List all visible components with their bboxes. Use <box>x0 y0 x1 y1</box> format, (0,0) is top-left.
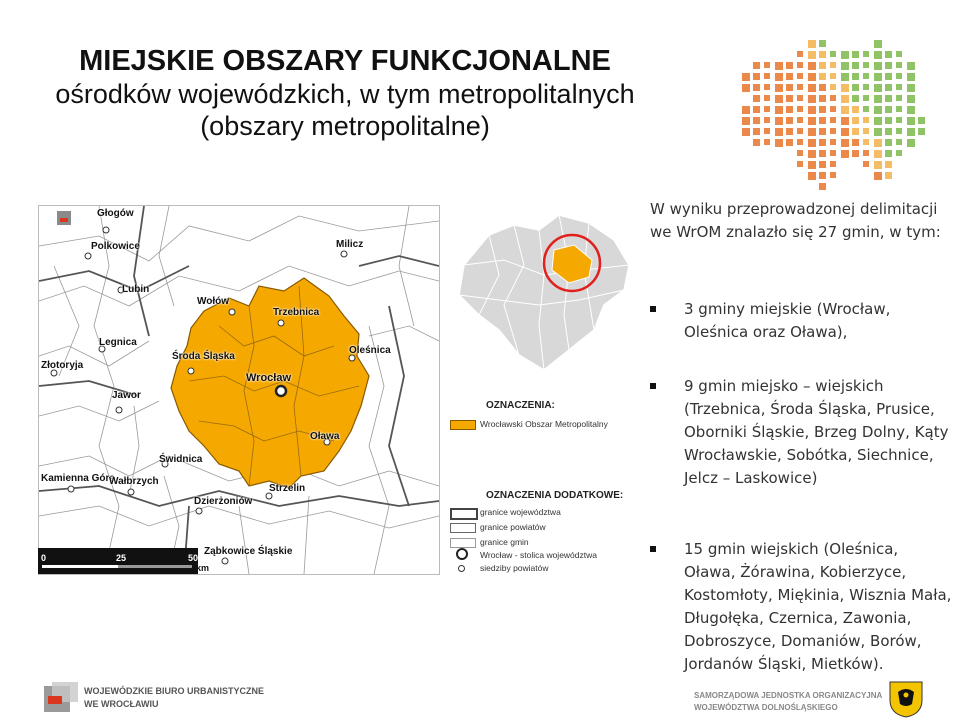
logo-dot <box>786 128 793 135</box>
legend-item: siedziby powiatów <box>480 563 549 573</box>
logo-dot <box>753 106 760 113</box>
logo-dot <box>808 51 816 59</box>
logo-dot <box>764 95 770 101</box>
footer-organization <box>694 690 882 714</box>
logo-dot <box>753 84 760 91</box>
legend-capital-swatch <box>456 548 468 560</box>
logo-dot <box>863 95 869 101</box>
logo-dot <box>874 161 882 169</box>
logo-dot <box>852 139 859 146</box>
logo-dot <box>918 117 925 124</box>
place-label: Kamienna Góra <box>41 473 115 484</box>
place-label: Oława <box>310 431 340 442</box>
footer-institution-line1: WOJEWÓDZKIE BIURO URBANISTYCZNE <box>84 686 264 696</box>
place-label: Głogów <box>97 208 134 219</box>
logo-dot <box>808 62 816 70</box>
logo-dot <box>874 62 882 70</box>
logo-dot <box>764 106 770 112</box>
logo-dot <box>830 172 836 178</box>
logo-dot <box>797 73 803 79</box>
logo-dot <box>797 139 803 145</box>
logo-dot <box>775 106 783 114</box>
logo-dot <box>786 106 793 113</box>
logo-dot <box>863 62 869 68</box>
place-label: Strzelin <box>269 483 306 494</box>
logo-dot <box>786 95 793 102</box>
logo-dot <box>753 117 760 124</box>
logo-dot <box>863 51 869 57</box>
place-label: Wałbrzych <box>109 476 159 487</box>
logo-dot <box>885 117 892 124</box>
logo-dot <box>885 62 892 69</box>
logo-dot <box>863 139 869 145</box>
legend-extra-title: OZNACZENIA DODATKOWE: <box>486 490 624 501</box>
place-label: Dzierżoniów <box>194 496 253 507</box>
logo-dot <box>786 73 793 80</box>
logo-dot <box>863 128 869 134</box>
logo-dot <box>852 73 859 80</box>
logo-dot <box>808 128 816 136</box>
bullet-text: 9 gmin miejsko – wiejskich (Trzebnica, Środa Śląska, Prusice, Oborniki Śląskie, Brzeg Dolny, Kąty Wrocławskie, Sobótka, Siechnice, Jelcz – Laskowice) <box>684 377 949 487</box>
logo-dot <box>852 95 859 102</box>
logo-dot <box>808 73 816 81</box>
logo-dot <box>808 161 816 169</box>
place-label: Oleśnica <box>349 345 391 356</box>
logo-dot <box>896 51 902 57</box>
logo-dot <box>786 139 793 146</box>
logo-dot <box>907 73 915 81</box>
logo-dot <box>918 128 925 135</box>
place-label: Ząbkowice Śląskie <box>204 546 293 557</box>
logo-dot <box>885 106 892 113</box>
logo-dot <box>786 84 793 91</box>
bullet-text: 15 gmin wiejskich (Oleśnica, Oława, Żórawina, Kobierzyce, Kostomłoty, Miękinia, Wisznia Mała, Długołęka, Czernica, Zawonia, Dobroszyce, Domaniów, Borów, Jordanów Śląski, Mietków). <box>684 540 952 673</box>
map-legend <box>444 390 644 575</box>
logo-dot <box>797 128 803 134</box>
logo-dot <box>841 139 849 147</box>
logo-dot <box>808 95 816 103</box>
coat-of-arms-icon <box>888 680 924 718</box>
logo-dot <box>819 139 826 146</box>
legend-item: granice powiatów <box>480 522 546 532</box>
legend-voivodeship-swatch <box>450 508 478 520</box>
logo-dot <box>775 73 783 81</box>
logo-dot <box>819 128 826 135</box>
legend-metro-swatch <box>450 420 476 430</box>
logo-dot <box>819 95 826 102</box>
logo-dot <box>874 40 882 48</box>
logo-dot <box>819 62 826 69</box>
logo-dot <box>764 73 770 79</box>
legend-item: granice gmin <box>480 537 529 547</box>
page-subtitle-line1: ośrodków wojewódzkich, w tym metropolitalnych <box>55 79 635 109</box>
logo-dot <box>808 117 816 125</box>
place-label: Lubin <box>122 284 150 295</box>
logo-dot <box>753 128 760 135</box>
logo-dot <box>907 139 915 147</box>
place-label: Wołów <box>197 296 230 307</box>
region-logo-graphic <box>725 12 950 197</box>
logo-dot <box>885 73 892 80</box>
logo-dot <box>742 117 750 125</box>
logo-dot <box>819 117 826 124</box>
legend-county-seat-swatch <box>458 565 465 572</box>
logo-dot <box>819 40 826 47</box>
logo-dot <box>874 84 882 92</box>
logo-dot <box>863 106 869 112</box>
logo-dot <box>830 150 836 156</box>
logo-dot <box>841 84 849 92</box>
logo-dot <box>874 51 882 59</box>
logo-dot <box>885 84 892 91</box>
logo-dot <box>775 117 783 125</box>
page-subtitle-line2: (obszary metropolitalne) <box>200 111 490 141</box>
bullet-square-icon <box>650 306 656 312</box>
logo-dot <box>797 161 803 167</box>
page-title: MIEJSKIE OBSZARY FUNKCJONALNE <box>79 45 611 77</box>
scale-end: 50 <box>188 553 199 563</box>
logo-dot <box>764 117 770 123</box>
logo-dot <box>896 139 902 145</box>
logo-dot <box>830 128 836 134</box>
logo-dot <box>874 106 882 114</box>
place-label: Środa Śląska <box>172 351 235 362</box>
logo-dot <box>841 62 849 70</box>
logo-dot <box>819 106 826 113</box>
logo-dot <box>764 62 770 68</box>
bullet-square-icon <box>650 383 656 389</box>
logo-dot <box>786 117 793 124</box>
logo-dot <box>797 51 803 57</box>
logo-dot <box>907 62 915 70</box>
logo-dot <box>874 117 882 125</box>
bullet-square-icon <box>650 546 656 552</box>
logo-dot <box>797 150 803 156</box>
logo-dot <box>775 139 783 147</box>
scale-bar <box>38 548 210 574</box>
logo-dot <box>896 62 902 68</box>
logo-dot <box>907 117 915 125</box>
logo-dot <box>753 95 760 102</box>
logo-dot <box>896 95 902 101</box>
logo-dot <box>885 139 892 146</box>
legend-commune-swatch <box>450 538 476 548</box>
logo-dot <box>830 51 836 57</box>
scale-zero: 0 <box>41 553 47 563</box>
logo-dot <box>808 40 816 48</box>
logo-dot <box>841 117 849 125</box>
logo-dot <box>874 73 882 81</box>
logo-dot <box>907 95 915 103</box>
logo-dot <box>907 84 915 92</box>
logo-dot <box>907 106 915 114</box>
logo-dot <box>742 84 750 92</box>
logo-dot <box>907 128 915 136</box>
logo-dot <box>863 84 869 90</box>
logo-dot <box>841 150 849 158</box>
logo-dot <box>819 150 826 157</box>
logo-dot <box>830 62 836 68</box>
logo-dot <box>830 139 836 145</box>
logo-dot <box>885 95 892 102</box>
place-label: Jawor <box>112 390 141 401</box>
logo-dot <box>742 73 750 81</box>
legend-title: OZNACZENIA: <box>486 400 555 411</box>
logo-dot <box>797 62 803 68</box>
logo-dot <box>753 62 760 69</box>
logo-dot <box>819 172 826 179</box>
footer-organization-line2: WOJEWÓDZTWA DOLNOŚLĄSKIEGO <box>694 703 838 712</box>
logo-dot <box>808 139 816 147</box>
logo-dot <box>852 117 859 124</box>
logo-dot <box>764 139 770 145</box>
logo-dot <box>896 73 902 79</box>
logo-dot <box>753 73 760 80</box>
place-label: Trzebnica <box>273 307 320 318</box>
scale-unit: km <box>196 563 210 573</box>
logo-dot <box>775 95 783 103</box>
logo-dot <box>830 73 836 79</box>
scale-mid: 25 <box>116 553 127 563</box>
logo-dot <box>841 128 849 136</box>
logo-dot <box>896 128 902 134</box>
footer-organization-line1: SAMORZĄDOWA JEDNOSTKA ORGANIZACYJNA <box>694 691 883 700</box>
footer-institution-line2: WE WROCŁAWIU <box>84 699 159 709</box>
logo-dot <box>775 62 783 70</box>
logo-dot <box>885 172 892 179</box>
logo-dot <box>863 161 869 167</box>
logo-dot <box>764 84 770 90</box>
logo-dot <box>885 161 892 168</box>
logo-dot <box>863 117 869 123</box>
logo-dot <box>874 150 882 158</box>
logo-dot <box>841 73 849 81</box>
bullet-text: 3 gminy miejskie (Wrocław, Oleśnica oraz Oława), <box>684 300 891 341</box>
metropolitan-area-map <box>38 205 440 575</box>
legend-item: granice województwa <box>480 507 561 517</box>
logo-dot <box>830 117 836 123</box>
logo-dot <box>775 128 783 136</box>
legend-county-swatch <box>450 523 476 533</box>
logo-dot <box>885 128 892 135</box>
logo-dot <box>808 150 816 158</box>
logo-dot <box>742 106 750 114</box>
logo-dot <box>874 139 882 147</box>
place-label: Milicz <box>336 239 364 250</box>
place-label-capital: Wrocław <box>246 372 292 384</box>
place-label: Świdnica <box>159 454 203 465</box>
locator-map <box>444 205 644 380</box>
logo-dot <box>852 150 859 157</box>
map-drawing <box>39 206 439 574</box>
footer-institution <box>84 685 264 711</box>
logo-dot <box>874 172 882 180</box>
logo-dot <box>830 161 836 167</box>
place-label: Złotoryja <box>41 360 84 371</box>
logo-dot <box>874 95 882 103</box>
logo-dot <box>819 183 826 190</box>
logo-dot <box>819 84 826 91</box>
logo-dot <box>742 128 750 136</box>
logo-dot <box>885 51 892 58</box>
logo-dot <box>797 117 803 123</box>
intro-text: W wyniku przeprowadzonej delimitacji we WrOM znalazło się 27 gmin, w tym: <box>650 200 941 241</box>
logo-dot <box>786 62 793 69</box>
logo-dot <box>841 51 849 59</box>
logo-dot <box>852 106 859 113</box>
logo-dot <box>797 106 803 112</box>
logo-dot <box>841 106 849 114</box>
legend-item: Wrocław - stolica województwa <box>480 550 597 560</box>
logo-dot <box>830 106 836 112</box>
logo-dot <box>808 84 816 92</box>
title-block <box>0 44 690 142</box>
logo-dot <box>896 117 902 123</box>
wbu-logo-icon <box>44 682 78 714</box>
logo-dot <box>863 150 869 156</box>
place-label: Polkowice <box>91 241 140 252</box>
logo-dot <box>819 73 826 80</box>
logo-dot <box>819 51 826 58</box>
place-label: Legnica <box>99 337 137 348</box>
logo-dot <box>863 73 869 79</box>
logo-dot <box>830 84 836 90</box>
logo-dot <box>808 172 816 180</box>
logo-dot <box>819 161 826 168</box>
logo-dot <box>841 95 849 103</box>
logo-dot <box>896 150 902 156</box>
logo-dot <box>797 95 803 101</box>
logo-dot <box>830 95 836 101</box>
legend-metro-label: Wrocławski Obszar Metropolitalny <box>480 419 608 429</box>
logo-dot <box>764 128 770 134</box>
logo-dot <box>885 150 892 157</box>
logo-dot <box>896 84 902 90</box>
logo-dot <box>852 128 859 135</box>
logo-dot <box>797 84 803 90</box>
logo-dot <box>775 84 783 92</box>
logo-dot <box>852 84 859 91</box>
logo-dot <box>896 106 902 112</box>
logo-dot <box>852 51 859 58</box>
logo-dot <box>753 139 760 146</box>
logo-dot <box>852 62 859 69</box>
logo-dot <box>874 128 882 136</box>
logo-dot <box>808 106 816 114</box>
